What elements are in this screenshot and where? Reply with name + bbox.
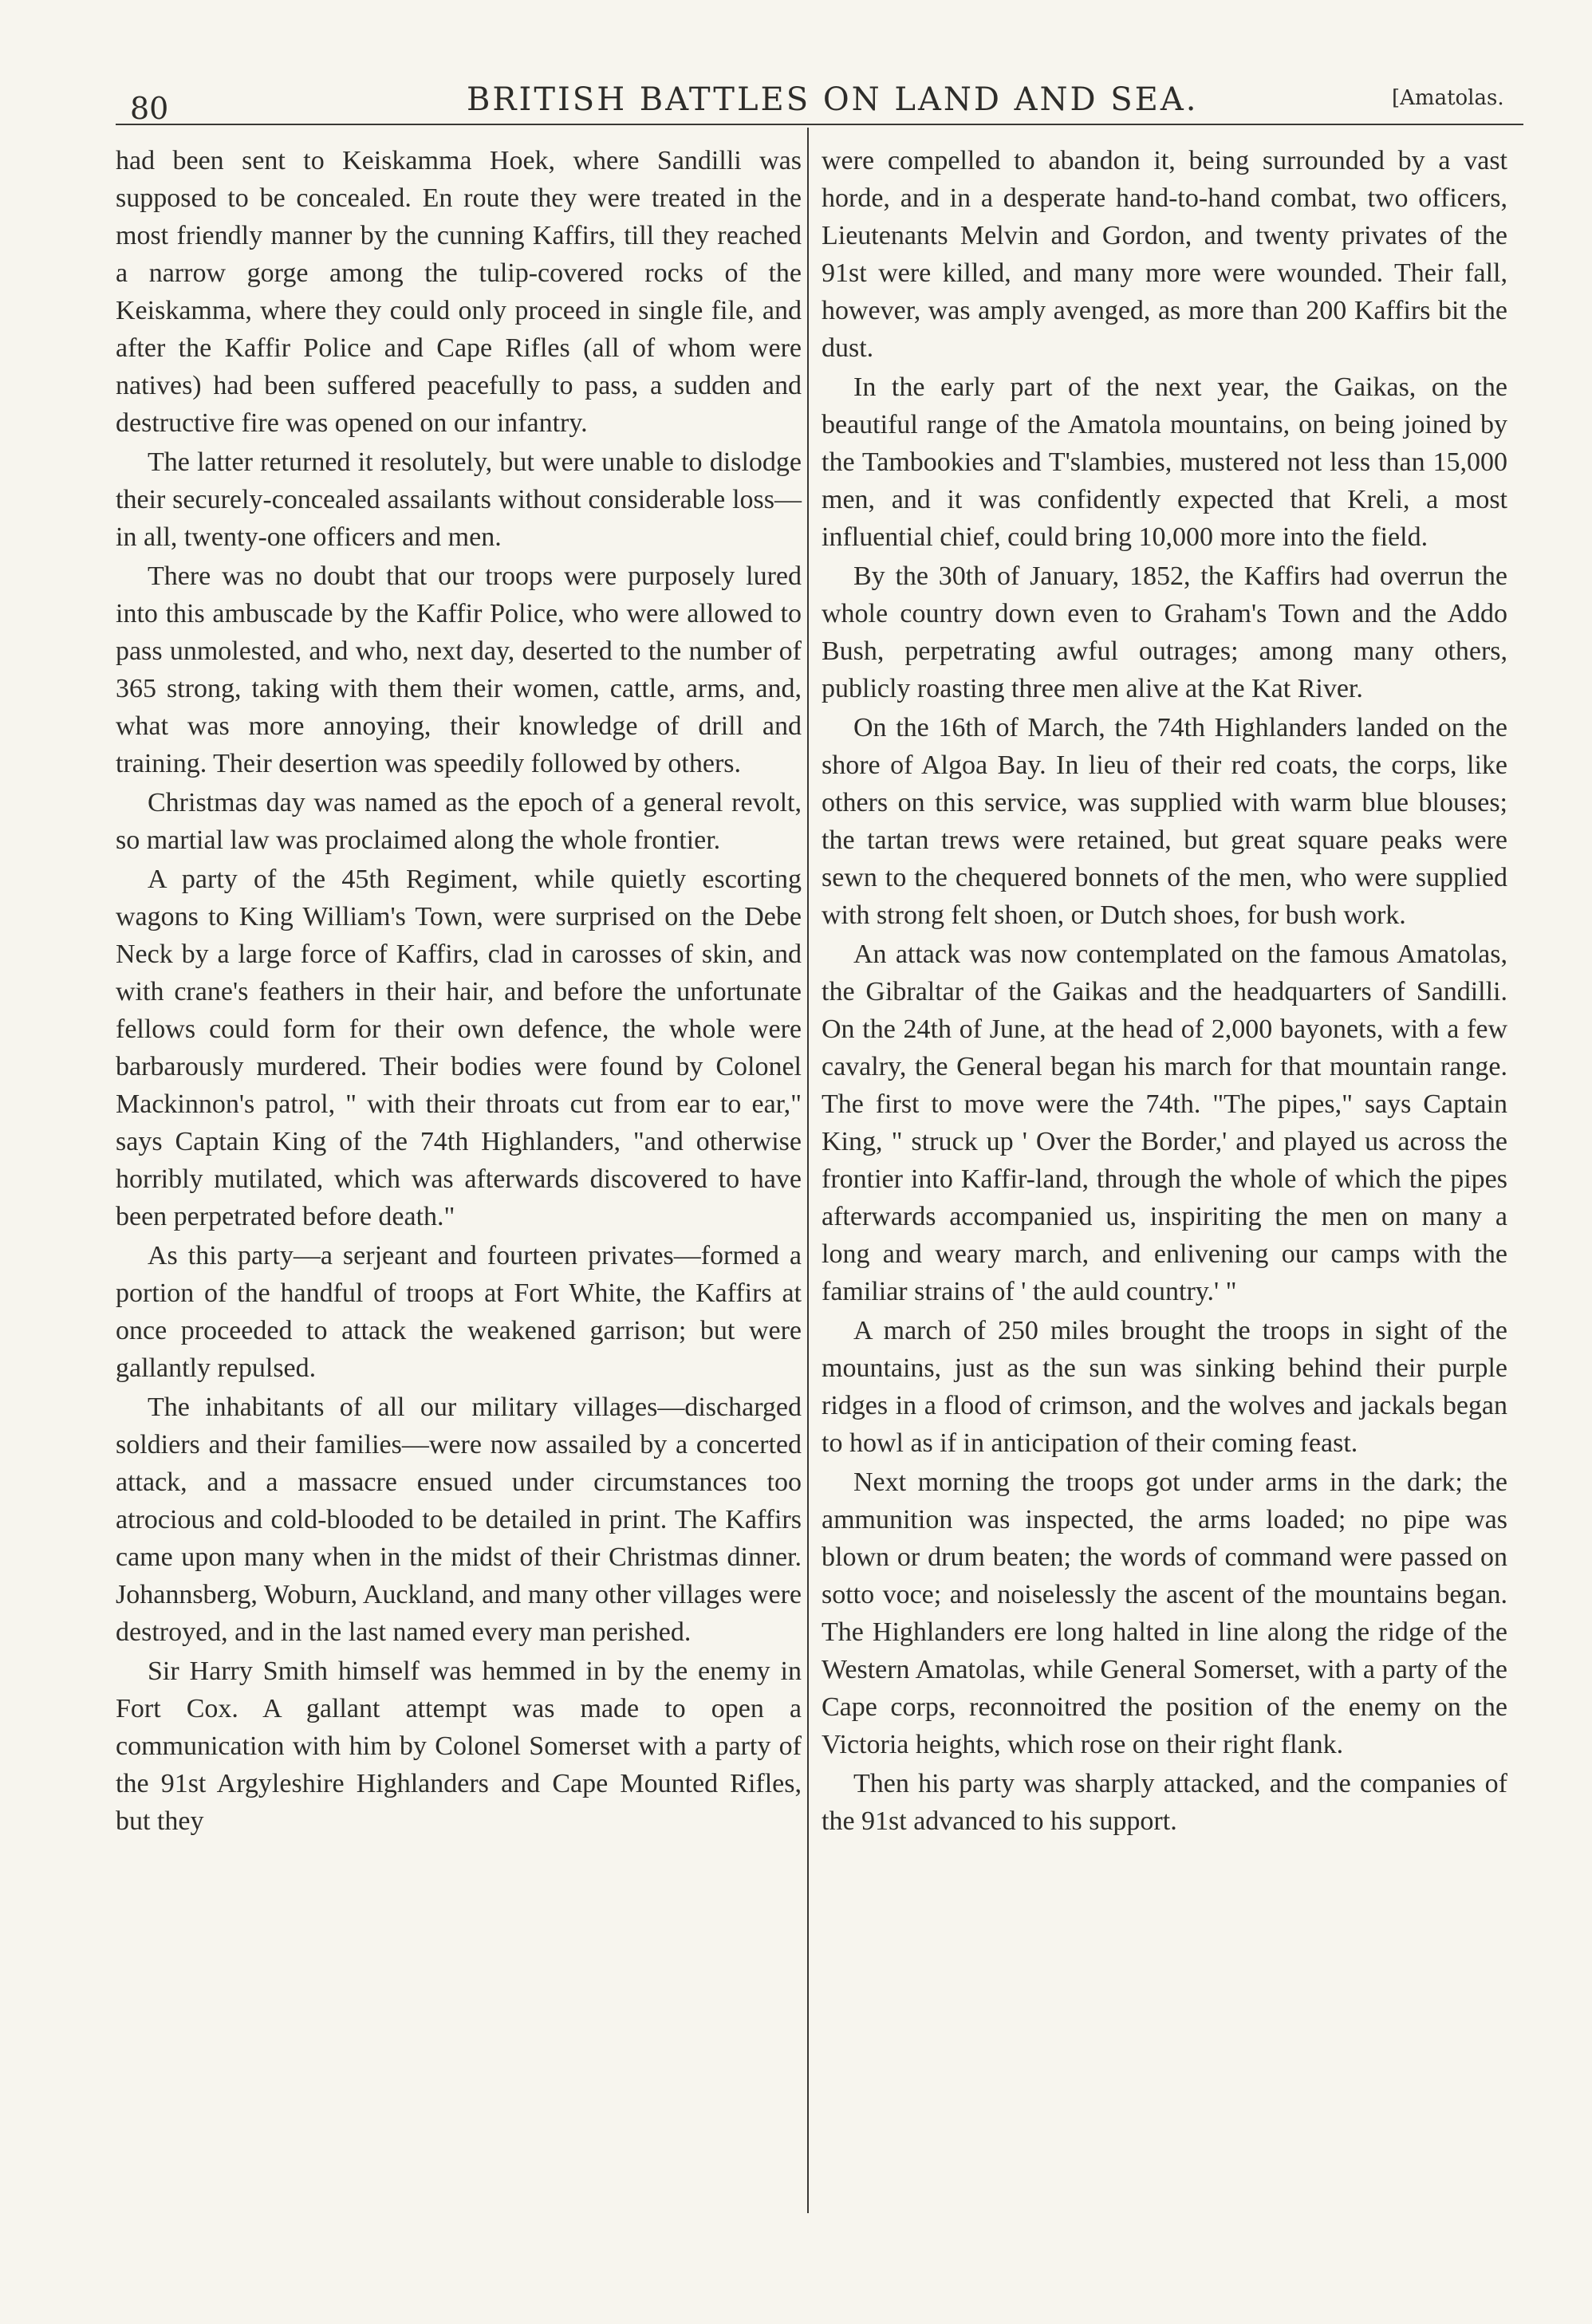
paragraph: There was no doubt that our troops were purposely lured into this ambuscade by the Kaffir Police, who were allowed to pass unmolested, and who, next day, deserted to the number of 365 strong, taking with them their women, cattle, arms, and, what was more annoying, their knowledge of drill and training. Their desertion was speedily followed by others. [116,561,802,778]
paragraph: Next morning the troops got under arms in the dark; the ammunition was inspected, the arms loaded; no pipe was blown or drum beaten; the words of command were passed on sotto voce; and noiselessly the ascent of the mountains began. The Highlanders ere long halted in line along the ridge of the Western Amatolas, while General Somerset, with a party of the Cape corps, reconnoitred the position of the enemy on the Victoria heights, which rose on their right flank. [822,1467,1507,1759]
paragraph: An attack was now contemplated on the famous Amatolas, the Gibraltar of the Gaikas and the headquarters of Sandilli. On the 24th of June, at the head of 2,000 bayonets, with a few cavalry, the General began his march for that mountain range. The first to move were the 74th. "The pipes," says Captain King, " struck up ' Over the Border,' and played us across the frontier into Kaffir-land, through the whole of which the pipes afterwards accompanied us, inspiriting the men on many a long and weary march, and enlivening our camps with the familiar strains of ' the auld country.' " [822,939,1507,1306]
paragraph: As this party—a serjeant and fourteen privates—formed a portion of the handful of troops at Fort White, the Kaffirs at once proceeded to attack the weakened garrison; but were gallantly repulsed. [116,1241,802,1383]
paragraph: A party of the 45th Regiment, while quietly escorting wagons to King William's Town, were surprised on the Debe Neck by a large force of Kaffirs, clad in carosses of skin, and with crane's feathers in their hair, and before the unfortunate fellows could form for their own defence, the whole were barbarously murdered. Their bodies were found by Colonel Mackinnon's patrol, " with their throats cut from ear to ear," says Captain King of the 74th Highlanders, "and otherwise horribly mutilated, which was afterwards discovered to have been perpetrated before death." [116,865,802,1231]
left-column [116,142,802,1841]
section-tag: [Amatolas. [1392,86,1504,110]
paragraph: On the 16th of March, the 74th Highlanders landed on the shore of Algoa Bay. In lieu of their red coats, the corps, like others on this service, was supplied with warm blue blouses; the tartan trews were retained, but great square peaks were sewn to the chequered bonnets of the men, who were supplied with strong felt shoen, or Dutch shoes, for bush work. [822,713,1507,930]
paragraph: had been sent to Keiskamma Hoek, where Sandilli was supposed to be concealed. En route they were treated in the most friendly manner by the cunning Kaffirs, till they reached a narrow gorge among the tulip-covered rocks of the Keiskamma, where they could only proceed in single file, and after the Kaffir Police and Cape Rifles (all of whom were natives) had been suffered peacefully to pass, a sudden and destructive fire was opened on our infantry. [116,146,802,438]
header-rule [116,124,1523,125]
paragraph: The latter returned it resolutely, but were unable to dislodge their securely-concealed assailants without considerable loss—in all, twenty-one officers and men. [116,447,802,552]
paragraph: The inhabitants of all our military villages—discharged soldiers and their families—were now assailed by a concerted attack, and a massacre ensued under circumstances too atrocious and cold-blooded to be detailed in print. The Kaffirs came upon many when in the midst of their Christmas dinner. Johannsberg, Woburn, Auckland, and many other villages were destroyed, and in the last named every man perished. [116,1392,802,1647]
page-header [116,73,1523,126]
paragraph: were compelled to abandon it, being surrounded by a vast horde, and in a desperate hand-to-hand combat, two officers, Lieutenants Melvin and Gordon, and twenty privates of the 91st were killed, and many more were wounded. Their fall, however, was amply avenged, as more than 200 Kaffirs bit the dust. [822,146,1507,363]
paragraph: Christmas day was named as the epoch of a general revolt, so martial law was proclaimed along the whole frontier. [116,788,802,855]
paragraph: Sir Harry Smith himself was hemmed in by the enemy in Fort Cox. A gallant attempt was made to open a communication with him by Colonel Somerset with a party of the 91st Argyleshire Highlanders and Cape Mounted Rifles, but they [116,1656,802,1836]
column-divider [807,128,809,2213]
paragraph: Then his party was sharply attacked, and the companies of the 91st advanced to his support. [822,1769,1507,1836]
running-title: BRITISH BATTLES ON LAND AND SEA. [467,81,1199,118]
page-number: 80 [130,91,169,126]
paragraph: A march of 250 miles brought the troops in sight of the mountains, just as the sun was sinking behind their purple ridges in a flood of crimson, and the wolves and jackals began to howl as if in anticipation of their coming feast. [822,1316,1507,1458]
paragraph: By the 30th of January, 1852, the Kaffirs had overrun the whole country down even to Graham's Town and the Addo Bush, perpetrating awful outrages; among many others, publicly roasting three men alive at the Kat River. [822,561,1507,703]
paragraph: In the early part of the next year, the Gaikas, on the beautiful range of the Amatola mountains, on being joined by the Tambookies and T'slambies, mustered not less than 15,000 men, and it was confidently expected that Kreli, a most influential chief, could bring 10,000 more into the field. [822,372,1507,552]
right-column [822,142,1507,1841]
